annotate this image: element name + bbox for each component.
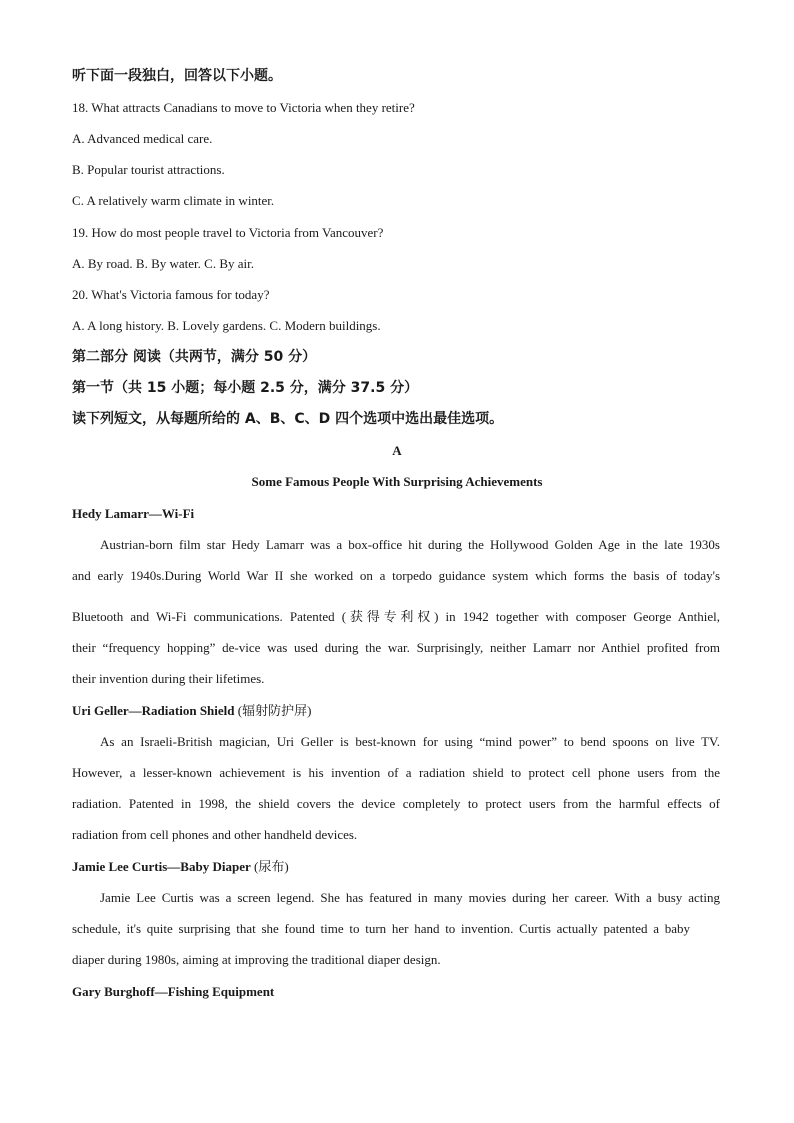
reading-instruction: 读下列短文，从每题所给的 A、B、C、D 四个选项中选出最佳选项。	[72, 411, 504, 427]
listening-instruction: 听下面一段独白，回答以下小题。	[72, 68, 282, 84]
paragraph-line: radiation from cell phones and other handheld devices.	[72, 827, 358, 842]
section-heading-hedy: Hedy Lamarr—Wi-Fi	[72, 506, 195, 521]
question-18-option-c: C. A relatively warm climate in winter.	[72, 193, 275, 208]
paragraph-line: Bluetooth and Wi-Fi communications. Patented (获得专利权) in 1942 together with composer George Anthiel,	[72, 609, 720, 624]
heading-bold-text: Uri Geller—Radiation Shield	[72, 703, 235, 718]
paragraph-line: Jamie Lee Curtis was a screen legend. She has featured in many movies during her career. With a busy acting	[100, 890, 720, 905]
question-19: 19. How do most people travel to Victoria from Vancouver?	[72, 225, 384, 240]
question-18-option-b: B. Popular tourist attractions.	[72, 162, 225, 177]
heading-bold-text: Jamie Lee Curtis—Baby Diaper	[72, 859, 251, 874]
paragraph-line: and early 1940s.During World War II she worked on a torpedo guidance system which forms the basis of today's	[72, 568, 720, 583]
question-18: 18. What attracts Canadians to move to Victoria when they retire?	[72, 100, 415, 115]
paragraph-line: their “frequency hopping” de-vice was used during the war. Surprisingly, neither Lamarr nor Anthiel profited from	[72, 640, 720, 655]
paragraph-line: As an Israeli-British magician, Uri Geller is best-known for using “mind power” to bend spoons on live TV.	[100, 734, 720, 749]
section-heading-gary: Gary Burghoff—Fishing Equipment	[72, 984, 275, 999]
paragraph-line: However, a lesser-known achievement is his invention of a radiation shield to protect cell phone users from the	[72, 765, 720, 780]
question-20-options: A. A long history. B. Lovely gardens. C. Modern buildings.	[72, 318, 381, 333]
part-two-title: 第二部分 阅读（共两节，满分 50 分）	[72, 349, 317, 365]
heading-note: (辐射防护屏)	[234, 703, 312, 718]
paragraph-line: Austrian-born film star Hedy Lamarr was a box-office hit during the Hollywood Golden Age in the late 1930s	[100, 537, 720, 552]
section-one-title: 第一节（共 15 小题；每小题 2.5 分，满分 37.5 分）	[72, 380, 419, 396]
paragraph-line: schedule, it's quite surprising that she found time to turn her hand to invention. Curtis actually patented a baby	[72, 921, 690, 936]
passage-title: Some Famous People With Surprising Achievements	[251, 474, 543, 489]
section-heading-uri	[72, 702, 720, 720]
passage-letter: A	[392, 443, 402, 458]
heading-note: (尿布)	[250, 859, 289, 874]
section-heading-jamie	[72, 858, 720, 876]
question-19-options: A. By road. B. By water. C. By air.	[72, 256, 254, 271]
paragraph-line: radiation. Patented in 1998, the shield covers the device completely to protect users from the harmful effects of	[72, 796, 720, 811]
paragraph-line: their invention during their lifetimes.	[72, 671, 265, 686]
question-18-option-a: A. Advanced medical care.	[72, 131, 213, 146]
question-20: 20. What's Victoria famous for today?	[72, 287, 270, 302]
paragraph-line: diaper during 1980s, aiming at improving the traditional diaper design.	[72, 952, 441, 967]
